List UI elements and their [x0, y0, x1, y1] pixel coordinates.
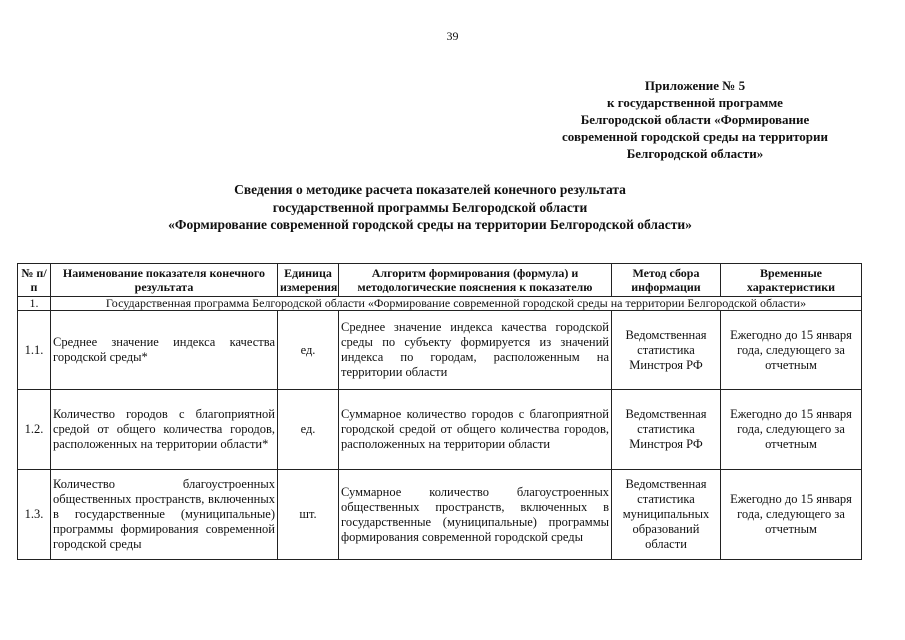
- title-line: «Формирование современной городской среды на территории Белгородской области»: [168, 217, 692, 232]
- collection-method: Ведомственная статистика Минстроя РФ: [612, 311, 721, 390]
- column-header: Наименование показателя конечного результата: [51, 264, 278, 297]
- document-title: [70, 181, 790, 234]
- table-header-row: [18, 264, 862, 297]
- indicator-unit: ед.: [278, 311, 339, 390]
- appendix-line: Приложение № 5: [644, 78, 746, 93]
- row-number: 1.1.: [18, 311, 51, 390]
- row-number: 1.3.: [18, 470, 51, 560]
- indicator-unit: ед.: [278, 390, 339, 470]
- appendix-line: современной городской среды на территории: [562, 129, 828, 144]
- time-characteristics: Ежегодно до 15 января года, следующего за отчетным: [721, 311, 862, 390]
- row-number: 1.2.: [18, 390, 51, 470]
- appendix-line: к государственной программе: [607, 95, 783, 110]
- table-row: [18, 470, 862, 560]
- row-number: 1.: [18, 297, 51, 311]
- collection-method: Ведомственная статистика Минстроя РФ: [612, 390, 721, 470]
- column-header: Алгоритм формирования (формула) и методологические пояснения к показателю: [339, 264, 612, 297]
- time-characteristics: Ежегодно до 15 января года, следующего за отчетным: [721, 390, 862, 470]
- indicator-name: Среднее значение индекса качества городской среды*: [51, 311, 278, 390]
- column-header: Единица измерения: [278, 264, 339, 297]
- indicator-algorithm: Среднее значение индекса качества городской среды по субъекту формируется из значений индекса по городам, расположенным на территории области: [339, 311, 612, 390]
- title-line: государственной программы Белгородской области: [272, 199, 588, 215]
- indicators-table: [17, 263, 862, 560]
- column-header: № п/п: [18, 264, 51, 297]
- indicator-algorithm: Суммарное количество благоустроенных общественных пространств, включенных в государственные (муниципальные) программы формирования современной городской среды: [339, 470, 612, 560]
- column-header: Метод сбора информации: [612, 264, 721, 297]
- appendix-line: Белгородской области»: [626, 146, 764, 161]
- program-row: [18, 297, 862, 311]
- column-header: Временные характеристики: [721, 264, 862, 297]
- collection-method: Ведомственная статистика муниципальных образований области: [612, 470, 721, 560]
- indicator-name: Количество городов с благоприятной средой от общего количества городов, расположенных на территории области*: [51, 390, 278, 470]
- indicator-algorithm: Суммарное количество городов с благоприятной городской средой от общего количества городов, расположенных на территории области: [339, 390, 612, 470]
- title-line: Сведения о методике расчета показателей конечного результата: [234, 182, 626, 197]
- indicator-unit: шт.: [278, 470, 339, 560]
- appendix-header: [535, 77, 855, 162]
- appendix-line: Белгородской области «Формирование: [580, 112, 810, 127]
- table-row: [18, 311, 862, 390]
- page-number: 39: [446, 29, 459, 43]
- table-row: [18, 390, 862, 470]
- program-title: Государственная программа Белгородской области «Формирование современной городской среды на территории Белгородской области»: [51, 297, 862, 311]
- indicator-name: Количество благоустроенных общественных пространств, включенных в государственные (муниципальные) программы формирования современной городской среды: [51, 470, 278, 560]
- time-characteristics: Ежегодно до 15 января года, следующего за отчетным: [721, 470, 862, 560]
